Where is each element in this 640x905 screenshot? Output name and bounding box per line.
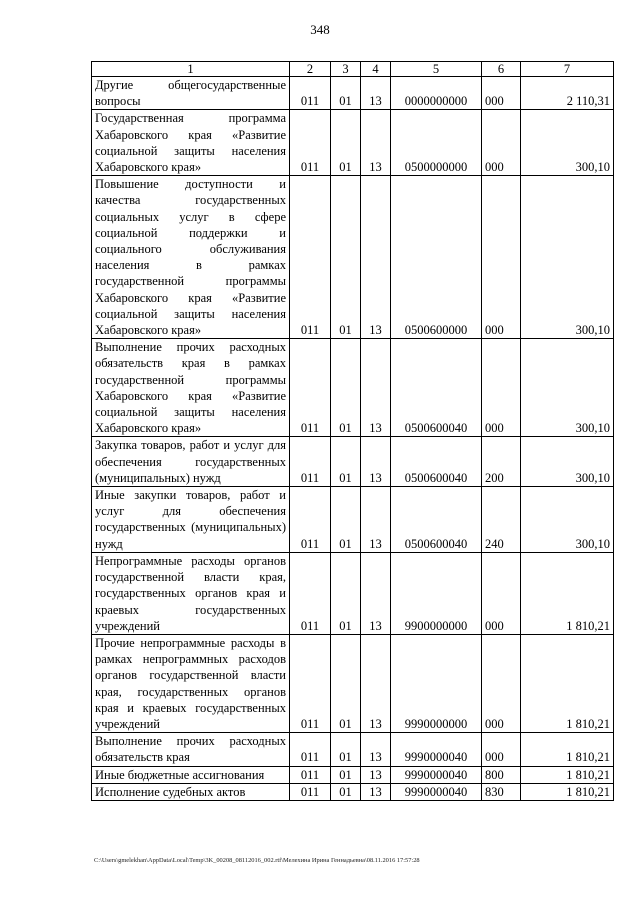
- cell-expense-type: 000: [482, 552, 521, 634]
- cell-section-code: 01: [331, 77, 361, 110]
- file-path-footer: C:\Users\gmelekhan\AppData\Local\Temp\3K_00208_08112016_002.rtf\Мелехина Ирина Геннадьевна\08.11.2016 17:57:28: [94, 857, 420, 864]
- cell-target-article: 0500600040: [391, 487, 482, 553]
- cell-section-code: 01: [331, 176, 361, 339]
- cell-expense-type: 000: [482, 77, 521, 110]
- cell-section-code: 01: [331, 766, 361, 783]
- row-description: Другие общегосударственные вопросы: [92, 77, 290, 110]
- cell-ministry-code: 011: [290, 339, 331, 437]
- cell-section-code: 01: [331, 634, 361, 732]
- page-number: 348: [310, 22, 330, 37]
- cell-section-code: 01: [331, 437, 361, 487]
- column-header: 5: [391, 62, 482, 77]
- cell-subsection-code: 13: [361, 437, 391, 487]
- cell-amount: 300,10: [521, 339, 614, 437]
- column-header: 6: [482, 62, 521, 77]
- column-header: 1: [92, 62, 290, 77]
- row-description: Иные бюджетные ассигнования: [92, 766, 290, 783]
- header-row: [92, 62, 614, 77]
- cell-section-code: 01: [331, 552, 361, 634]
- row-description: Исполнение судебных актов: [92, 783, 290, 800]
- table-row: [92, 437, 614, 487]
- row-description: Государственная программа Хабаровского края «Развитие социальной защиты населения Хабаровского края»: [92, 110, 290, 176]
- cell-target-article: 9990000040: [391, 766, 482, 783]
- budget-table: [91, 61, 614, 801]
- row-description: Закупка товаров, работ и услуг для обеспечения государственных (муниципальных) нужд: [92, 437, 290, 487]
- cell-expense-type: 200: [482, 437, 521, 487]
- cell-target-article: 9900000000: [391, 552, 482, 634]
- cell-subsection-code: 13: [361, 766, 391, 783]
- cell-section-code: 01: [331, 339, 361, 437]
- cell-expense-type: 000: [482, 339, 521, 437]
- cell-ministry-code: 011: [290, 634, 331, 732]
- cell-amount: 2 110,31: [521, 77, 614, 110]
- table-row: [92, 176, 614, 339]
- row-description: Выполнение прочих расходных обязательств края в рамках государственной программы Хабаровского края «Развитие социальной защиты населения Хабаровского края»: [92, 339, 290, 437]
- column-header: 7: [521, 62, 614, 77]
- row-description: Иные закупки товаров, работ и услуг для обеспечения государственных (муниципальных) нужд: [92, 487, 290, 553]
- table-row: [92, 110, 614, 176]
- cell-expense-type: 000: [482, 176, 521, 339]
- table-row: [92, 77, 614, 110]
- table-row: [92, 552, 614, 634]
- cell-amount: 1 810,21: [521, 766, 614, 783]
- cell-ministry-code: 011: [290, 176, 331, 339]
- cell-subsection-code: 13: [361, 552, 391, 634]
- cell-amount: 300,10: [521, 437, 614, 487]
- table-row: [92, 634, 614, 732]
- cell-expense-type: 000: [482, 634, 521, 732]
- row-description: Выполнение прочих расходных обязательств края: [92, 733, 290, 766]
- cell-subsection-code: 13: [361, 339, 391, 437]
- cell-amount: 1 810,21: [521, 552, 614, 634]
- cell-target-article: 9990000040: [391, 733, 482, 766]
- cell-section-code: 01: [331, 110, 361, 176]
- cell-ministry-code: 011: [290, 437, 331, 487]
- cell-subsection-code: 13: [361, 77, 391, 110]
- table-row: [92, 766, 614, 783]
- cell-target-article: 0000000000: [391, 77, 482, 110]
- cell-subsection-code: 13: [361, 783, 391, 800]
- column-header: 3: [331, 62, 361, 77]
- row-description: Прочие непрограммные расходы в рамках непрограммных расходов органов государственной власти края, государственных органов края и краевых государственных учреждений: [92, 634, 290, 732]
- cell-target-article: 9990000040: [391, 783, 482, 800]
- cell-amount: 1 810,21: [521, 634, 614, 732]
- cell-target-article: 0500600040: [391, 339, 482, 437]
- cell-expense-type: 830: [482, 783, 521, 800]
- cell-expense-type: 000: [482, 733, 521, 766]
- cell-amount: 300,10: [521, 487, 614, 553]
- cell-expense-type: 800: [482, 766, 521, 783]
- table-row: [92, 733, 614, 766]
- row-description: Непрограммные расходы органов государственной власти края, государственных органов края и краевых государственных учреждений: [92, 552, 290, 634]
- cell-amount: 1 810,21: [521, 783, 614, 800]
- cell-section-code: 01: [331, 733, 361, 766]
- cell-amount: 1 810,21: [521, 733, 614, 766]
- cell-subsection-code: 13: [361, 634, 391, 732]
- cell-subsection-code: 13: [361, 733, 391, 766]
- cell-target-article: 0500600040: [391, 437, 482, 487]
- row-description: Повышение доступности и качества государственных социальных услуг в сфере социальной поддержки и социального обслуживания населения в рамках государственной программы Хабаровского края «Развитие социальной защиты населения Хабаровского края»: [92, 176, 290, 339]
- cell-subsection-code: 13: [361, 487, 391, 553]
- table-row: [92, 339, 614, 437]
- cell-ministry-code: 011: [290, 77, 331, 110]
- cell-amount: 300,10: [521, 110, 614, 176]
- cell-ministry-code: 011: [290, 110, 331, 176]
- cell-ministry-code: 011: [290, 552, 331, 634]
- cell-target-article: 9990000000: [391, 634, 482, 732]
- table-row: [92, 783, 614, 800]
- table-row: [92, 487, 614, 553]
- column-header: 4: [361, 62, 391, 77]
- cell-target-article: 0500000000: [391, 110, 482, 176]
- cell-target-article: 0500600000: [391, 176, 482, 339]
- cell-section-code: 01: [331, 783, 361, 800]
- cell-expense-type: 240: [482, 487, 521, 553]
- cell-ministry-code: 011: [290, 733, 331, 766]
- cell-subsection-code: 13: [361, 110, 391, 176]
- cell-ministry-code: 011: [290, 487, 331, 553]
- cell-subsection-code: 13: [361, 176, 391, 339]
- cell-amount: 300,10: [521, 176, 614, 339]
- cell-ministry-code: 011: [290, 766, 331, 783]
- cell-section-code: 01: [331, 487, 361, 553]
- cell-ministry-code: 011: [290, 783, 331, 800]
- column-header: 2: [290, 62, 331, 77]
- cell-expense-type: 000: [482, 110, 521, 176]
